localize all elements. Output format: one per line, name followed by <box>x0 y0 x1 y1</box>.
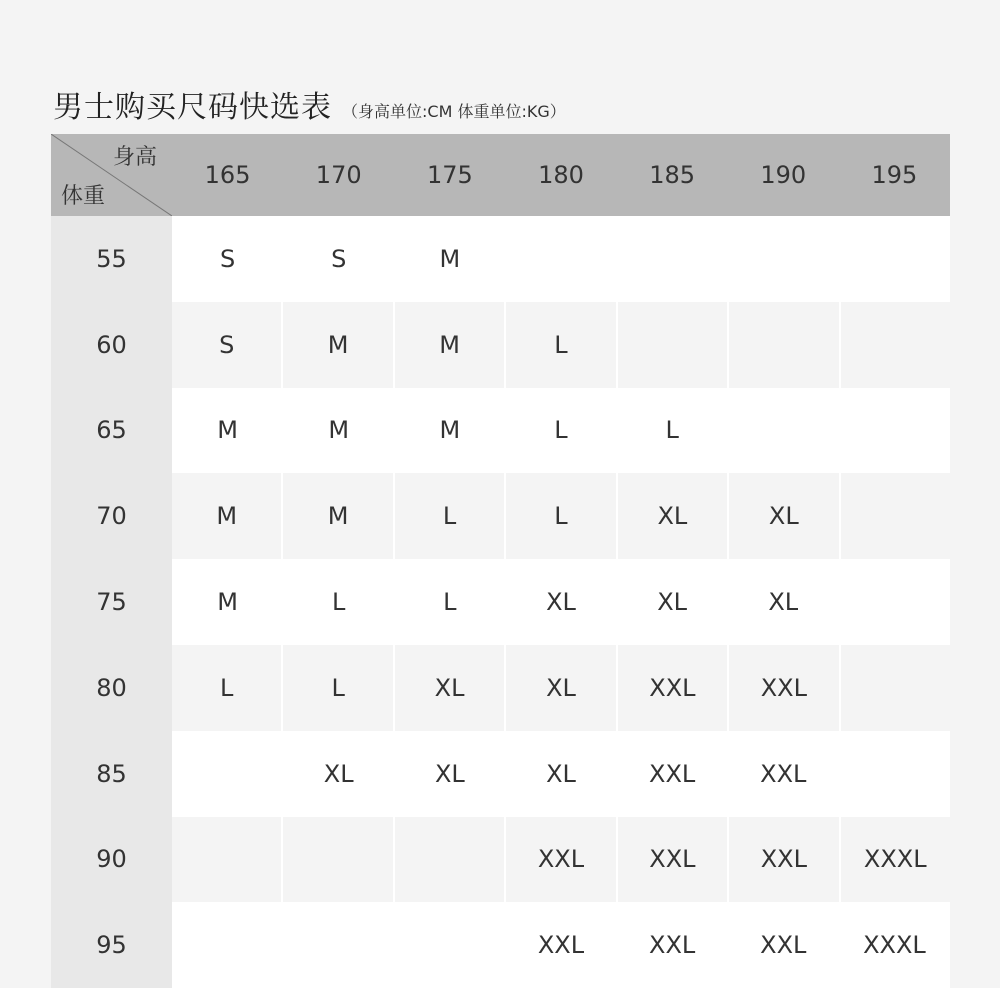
size-cell: S <box>219 244 236 273</box>
weight-cell: 90 <box>51 817 172 903</box>
size-cell-group <box>172 559 950 645</box>
size-cell <box>394 902 505 988</box>
size-cell: XL <box>434 759 465 788</box>
table-row <box>51 388 950 474</box>
weight-cell: 70 <box>51 473 172 559</box>
table-row <box>51 731 950 817</box>
size-cell-group <box>172 731 950 817</box>
size-cell: XXL <box>760 759 807 788</box>
page-title: 男士购买尺码快选表 <box>53 90 332 125</box>
size-cell: M <box>439 416 461 445</box>
size-cell-group <box>172 388 950 474</box>
table-row <box>51 302 950 388</box>
table-row <box>51 473 950 559</box>
size-cell-group <box>172 902 950 988</box>
size-cell-group <box>172 216 950 302</box>
size-cell: L <box>504 473 615 559</box>
size-cell <box>727 302 838 388</box>
size-cell: M <box>393 302 504 388</box>
size-cell <box>172 817 281 903</box>
size-cell <box>839 645 950 731</box>
size-cell: XL <box>727 473 838 559</box>
size-cell: XL <box>616 473 727 559</box>
size-cell: XXL <box>616 645 727 731</box>
size-cell: L <box>665 416 679 445</box>
size-cell <box>839 216 950 302</box>
weight-cell: 55 <box>51 216 172 302</box>
size-cell <box>617 216 728 302</box>
size-cell <box>839 473 950 559</box>
size-cell <box>728 216 839 302</box>
height-header-cell: 185 <box>649 161 696 189</box>
weight-cell: 65 <box>51 388 172 474</box>
size-cell: XL <box>546 759 576 788</box>
size-cell <box>839 731 950 817</box>
size-cell: L <box>393 473 504 559</box>
size-chart-table <box>51 134 950 988</box>
page-title-row <box>53 82 566 126</box>
size-cell <box>839 302 950 388</box>
size-cell: M <box>217 416 238 445</box>
table-row <box>51 216 950 302</box>
height-header-cell: 180 <box>538 161 584 189</box>
size-cell: XXL <box>727 817 838 903</box>
size-cell: L <box>504 302 615 388</box>
size-cell: XL <box>393 645 504 731</box>
size-cell: XXXL <box>863 931 926 960</box>
size-cell-group <box>172 645 950 731</box>
size-cell: XXL <box>760 931 807 960</box>
size-cell-group <box>172 302 950 388</box>
height-axis-label: 身高 <box>113 145 158 170</box>
size-cell: M <box>217 588 238 617</box>
size-cell <box>839 388 950 474</box>
unit-note: （身高单位:CM 体重单位:KG） <box>342 102 566 121</box>
size-cell <box>281 817 392 903</box>
size-cell <box>393 817 504 903</box>
weight-cell: 60 <box>51 302 172 388</box>
height-header-cell: 175 <box>426 161 473 189</box>
size-cell: XXL <box>649 759 696 788</box>
weight-cell: 85 <box>51 731 172 817</box>
size-cell: M <box>439 244 461 273</box>
size-cell: XL <box>768 588 799 617</box>
size-cell: L <box>554 416 568 445</box>
size-cell: M <box>328 416 350 445</box>
weight-axis-label: 体重 <box>61 184 106 209</box>
height-header-group <box>172 161 950 189</box>
height-header-cell: 170 <box>315 161 362 189</box>
corner-cell <box>51 134 172 216</box>
size-cell: XL <box>504 645 615 731</box>
height-header-cell: 190 <box>760 161 807 189</box>
size-cell <box>839 559 950 645</box>
table-row <box>51 559 950 645</box>
size-cell: L <box>332 588 346 617</box>
size-cell: M <box>216 502 238 531</box>
weight-cell: 80 <box>51 645 172 731</box>
height-header-cell: 165 <box>204 161 251 189</box>
size-cell-group <box>172 817 950 903</box>
size-cell <box>728 388 839 474</box>
size-cell: XXXL <box>839 817 950 903</box>
size-cell: XXL <box>649 931 696 960</box>
size-cell: XXL <box>537 931 585 960</box>
table-row <box>51 817 950 903</box>
table-row <box>51 645 950 731</box>
size-cell: XXL <box>616 817 727 903</box>
table-body <box>51 216 950 988</box>
table-header-row <box>51 134 950 216</box>
height-header-cell: 195 <box>871 161 918 189</box>
size-cell <box>283 902 394 988</box>
table-row <box>51 902 950 988</box>
size-cell: M <box>281 473 392 559</box>
size-cell <box>505 216 616 302</box>
size-cell <box>616 302 727 388</box>
size-cell: S <box>331 244 347 273</box>
size-cell: XL <box>657 588 688 617</box>
size-cell <box>172 902 283 988</box>
size-cell-group <box>172 473 950 559</box>
size-cell: L <box>281 645 392 731</box>
size-cell: XXL <box>727 645 838 731</box>
size-cell: M <box>281 302 392 388</box>
size-cell: S <box>219 330 235 359</box>
size-cell: XL <box>323 759 354 788</box>
size-cell: L <box>220 673 234 702</box>
size-cell: XL <box>546 588 576 617</box>
weight-cell: 75 <box>51 559 172 645</box>
size-cell: L <box>443 588 457 617</box>
weight-cell: 95 <box>51 902 172 988</box>
size-cell: XXL <box>504 817 615 903</box>
size-cell <box>172 731 283 817</box>
